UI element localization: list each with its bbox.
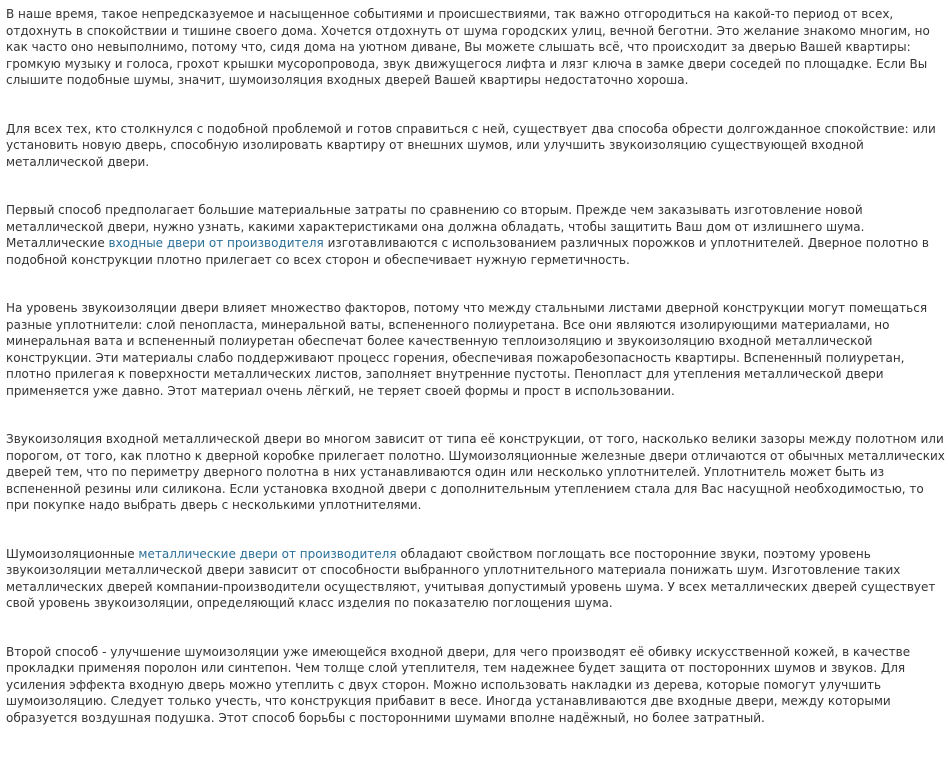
paragraph-second-way: Второй способ - улучшение шумоизоляции уже имеющейся входной двери, для чего производят её обивку искусственной кожей, в качестве прокладки применяя поролон или синтепон. Чем толще слой утеплителя, тем надежнее будет защита от посторонних шумов и звуков. Для усиления эффекта входную дверь можно утеплить с двух сторон. Можно использовать накладки из дерева, которые помогут улучшить шумоизоляцию. Следует только учесть, что конструкция прибавит в весе. Иногда устанавливаются две входные двери, между которыми образуется воздушная подушка. Этот способ борьбы с посторонними шумами вполне надёжный, но более затратный. — [6, 644, 911, 725]
link-entrance-doors[interactable]: входные двери от производителя — [108, 236, 324, 250]
paragraph-insulation-factors: На уровень звукоизоляции двери влияет множество факторов, потому что между стальными листами дверной конструкции могут помещаться разные уплотнители: слой пенопласта, минеральной ваты, вспененного полиуретана. Все они являются изолирующими материалами, но минеральная вата и вспененный полиуретан обеспечат более качественную теплоизоляцию и звукоизоляцию входной металлической конструкции. Эти материалы слабо поддерживают процесс горения, обеспечивая пожаробезопасность квартиры. Вспененный полиуретан, плотно прилегая к поверхности металлических листов, заполняет внутренние пустоты. Пенопласт для утепления металлической двери применяется уже давно. Этот материал очень лёгкий, не теряет своей формы и прост в использовании. — [6, 301, 928, 398]
paragraph-text: обладают свойством поглощать все посторонние звуки, поэтому уровень звукоизоляции металлической двери зависит от способности выбранного уплотнительного материала понижать шум. Изготовление таких металлических дверей компании-производители осуществляют, учитывая допустимый уровень шума. У всех металлических дверей существует свой уровень звукоизоляции, определяющий класс изделия по показателю поглощения шума. — [6, 546, 936, 610]
paragraph-text: изготавливаются с использованием различных порожков и уплотнителей. Дверное полотно в подобной конструкции плотно прилегает со всех сторон и обеспечивает нужную герметичность. — [6, 236, 929, 267]
paragraph-soundproof-doors — [6, 546, 946, 612]
paragraph-first-way — [6, 202, 946, 268]
paragraph-text: Первый способ предполагает большие материальные затраты по сравнению со вторым. Прежде чем заказывать изготовление новой металлической двери, нужно узнать, какими характеристиками она должна обладать, чтобы защитить Ваш дом от излишнего шума. Металлические — [6, 203, 865, 250]
paragraph-two-ways: Для всех тех, кто столкнулся с подобной проблемой и готов справиться с ней, существует два способа обрести долгожданное спокойствие: или установить новую дверь, способную изолировать квартиру от внешних шумов, или улучшить звукоизоляцию существующей входной металлической двери. — [6, 121, 936, 169]
paragraph-text: Шумоизоляционные — [6, 546, 139, 561]
paragraph-intro: В наше время, такое непредсказуемое и насыщенное событиями и происшествиями, так важно отгородиться на какой-то период от всех, отдохнуть в спокойствии и тишине своего дома. Хочется отдохнуть от шума городских улиц, вечной беготни. Это желание знакомо многим, но как часто оно невыполнимо, потому что, сидя дома на уютном диване, Вы можете слышать всё, что происходит за дверью Вашей квартиры: громкую музыку и голоса, грохот крышки мусоропровода, звук движущегося лифта и лязг ключа в замке двери соседей по площадке. Если Вы слышите подобные шумы, значит, шумоизоляция входных дверей Вашей квартиры недостаточно хороша. — [6, 7, 930, 87]
paragraph-construction-type: Звукоизоляция входной металлической двери во многом зависит от типа её конструкции, от того, насколько велики зазоры между полотном или порогом, от того, как плотно к дверной коробке прилегает полотно. Шумоизоляционные железные двери отличаются от обычных металлических дверей тем, что по периметру дверного полотна в них устанавливаются один или несколько уплотнителей. Уплотнитель может быть из вспененной резины или силикона. Если установка входной двери с дополнительным утеплением стала для Вас насущной необходимостью, то при покупке надо выбрать дверь с несколькими уплотнителями. — [6, 432, 945, 512]
article-body — [6, 6, 946, 758]
link-metal-doors[interactable]: металлические двери от производителя — [138, 546, 397, 561]
